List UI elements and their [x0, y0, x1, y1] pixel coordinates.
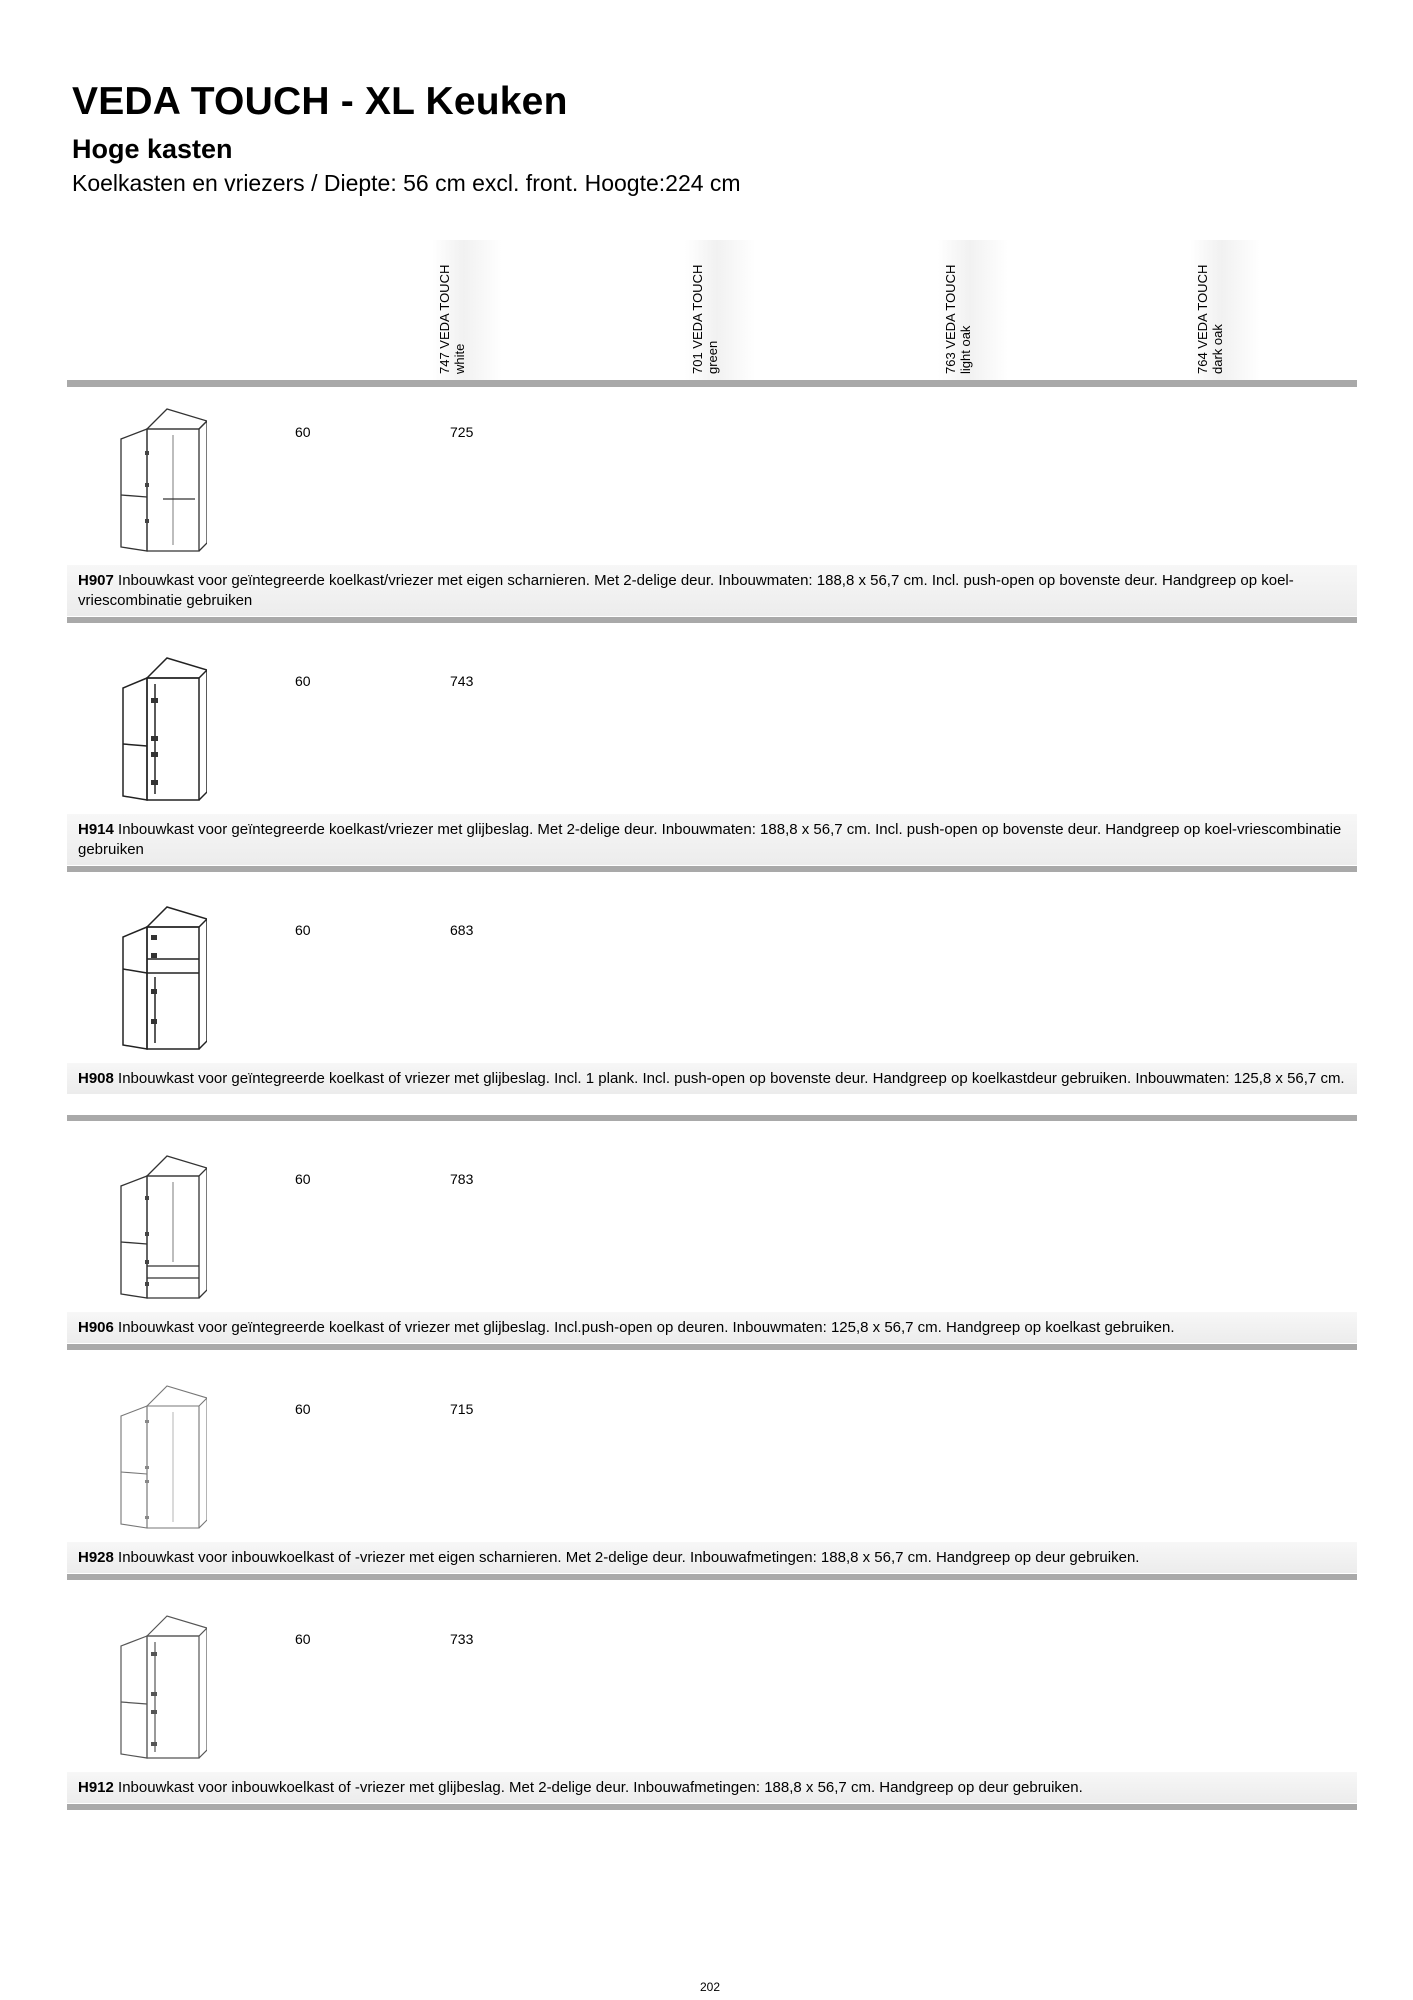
- tall-cabinet-2-door-hinges-icon: [107, 399, 207, 559]
- product-description: [67, 1063, 1357, 1094]
- product-description-text: Inbouwkast voor geïntegreerde koelkast/vriezer met glijbeslag. Met 2-delige deur. Inbouwmaten: 188,8 x 56,7 cm. Incl. push-open op bovenste deur. Handgreep op koel-vriescombinatie gebruiken: [78, 821, 1342, 858]
- product-description-text: Inbouwkast voor geïntegreerde koelkast of vriezer met glijbeslag. Incl.push-open op deuren. Inbouwmaten: 125,8 x 56,7 cm. Handgreep op koelkast gebruiken.: [118, 1319, 1175, 1336]
- product-row-h912: [67, 1594, 1357, 1814]
- column-header-line2: light oak: [958, 325, 973, 374]
- row-divider: [67, 1115, 1357, 1121]
- column-header-line2: green: [705, 340, 720, 374]
- product-description: [67, 1772, 1357, 1803]
- price-white: 733: [450, 1631, 474, 1647]
- column-header-white: [432, 240, 502, 380]
- tall-cabinet-shelf-slider-icon: [107, 897, 207, 1057]
- product-code: H907: [78, 572, 114, 589]
- price-white: 725: [450, 424, 474, 440]
- column-header-light-oak: [938, 240, 1008, 380]
- cabinet-width: 60: [295, 424, 311, 440]
- column-header-line2: white: [452, 343, 467, 374]
- product-code: H914: [78, 821, 114, 838]
- product-code: H908: [78, 1070, 114, 1087]
- column-header-line1: 764 VEDA TOUCH: [1195, 264, 1210, 374]
- price-white: 715: [450, 1401, 474, 1417]
- cabinet-width: 60: [295, 1401, 311, 1417]
- column-header-line1: 763 VEDA TOUCH: [943, 264, 958, 374]
- product-row-h928: [67, 1364, 1357, 1584]
- tall-cabinet-built-in-hinges-icon: [107, 1376, 207, 1536]
- column-header-dark-oak: [1190, 240, 1260, 380]
- row-divider: [67, 866, 1357, 872]
- product-description-text: Inbouwkast voor geïntegreerde koelkast of vriezer met glijbeslag. Incl. 1 plank. Incl. push-open op bovenste deur. Handgreep op koelkastdeur gebruiken. Inbouwmaten: 125,8 x 56,7 cm.: [118, 1070, 1345, 1087]
- price-white: 683: [450, 922, 474, 938]
- product-code: H906: [78, 1319, 114, 1336]
- product-row-h908: [67, 885, 1357, 1125]
- row-divider: [67, 1344, 1357, 1350]
- product-row-h906: [67, 1134, 1357, 1354]
- tall-cabinet-push-open-icon: [107, 1146, 207, 1306]
- product-description: [67, 814, 1357, 865]
- page-title: VEDA TOUCH - XL Keuken: [72, 80, 568, 123]
- price-white: 743: [450, 673, 474, 689]
- row-divider: [67, 1804, 1357, 1810]
- cabinet-width: 60: [295, 1631, 311, 1647]
- page-number: 202: [700, 1980, 721, 1994]
- column-header-line1: 747 VEDA TOUCH: [437, 264, 452, 374]
- page-caption: Koelkasten en vriezers / Diepte: 56 cm excl. front. Hoogte:224 cm: [72, 170, 741, 196]
- product-code: H912: [78, 1779, 114, 1796]
- tall-cabinet-built-in-slider-icon: [107, 1606, 207, 1766]
- cabinet-width: 60: [295, 673, 311, 689]
- tall-cabinet-2-door-slider-icon: [107, 648, 207, 808]
- product-description: [67, 1312, 1357, 1343]
- product-row-h907: [67, 387, 1357, 627]
- page-subtitle: Hoge kasten: [72, 134, 233, 164]
- product-row-h914: [67, 636, 1357, 876]
- row-divider: [67, 1574, 1357, 1580]
- product-description: [67, 565, 1357, 616]
- header-divider: [67, 380, 1357, 387]
- row-divider: [67, 617, 1357, 623]
- product-description: [67, 1542, 1357, 1573]
- column-header-green: [685, 240, 755, 380]
- product-description-text: Inbouwkast voor inbouwkoelkast of -vriezer met eigen scharnieren. Met 2-delige deur. Inbouwafmetingen: 188,8 x 56,7 cm. Handgreep op deur gebruiken.: [118, 1549, 1140, 1566]
- product-description-text: Inbouwkast voor geïntegreerde koelkast/vriezer met eigen scharnieren. Met 2-delige deur. Inbouwmaten: 188,8 x 56,7 cm. Incl. push-open op bovenste deur. Handgreep op koel-vriescombinatie gebruiken: [78, 572, 1294, 609]
- column-header-line2: dark oak: [1210, 324, 1225, 374]
- cabinet-width: 60: [295, 1171, 311, 1187]
- column-header-line1: 701 VEDA TOUCH: [690, 264, 705, 374]
- product-description-text: Inbouwkast voor inbouwkoelkast of -vriezer met glijbeslag. Met 2-delige deur. Inbouwafmetingen: 188,8 x 56,7 cm. Handgreep op deur gebruiken.: [118, 1779, 1083, 1796]
- product-code: H928: [78, 1549, 114, 1566]
- price-white: 783: [450, 1171, 474, 1187]
- cabinet-width: 60: [295, 922, 311, 938]
